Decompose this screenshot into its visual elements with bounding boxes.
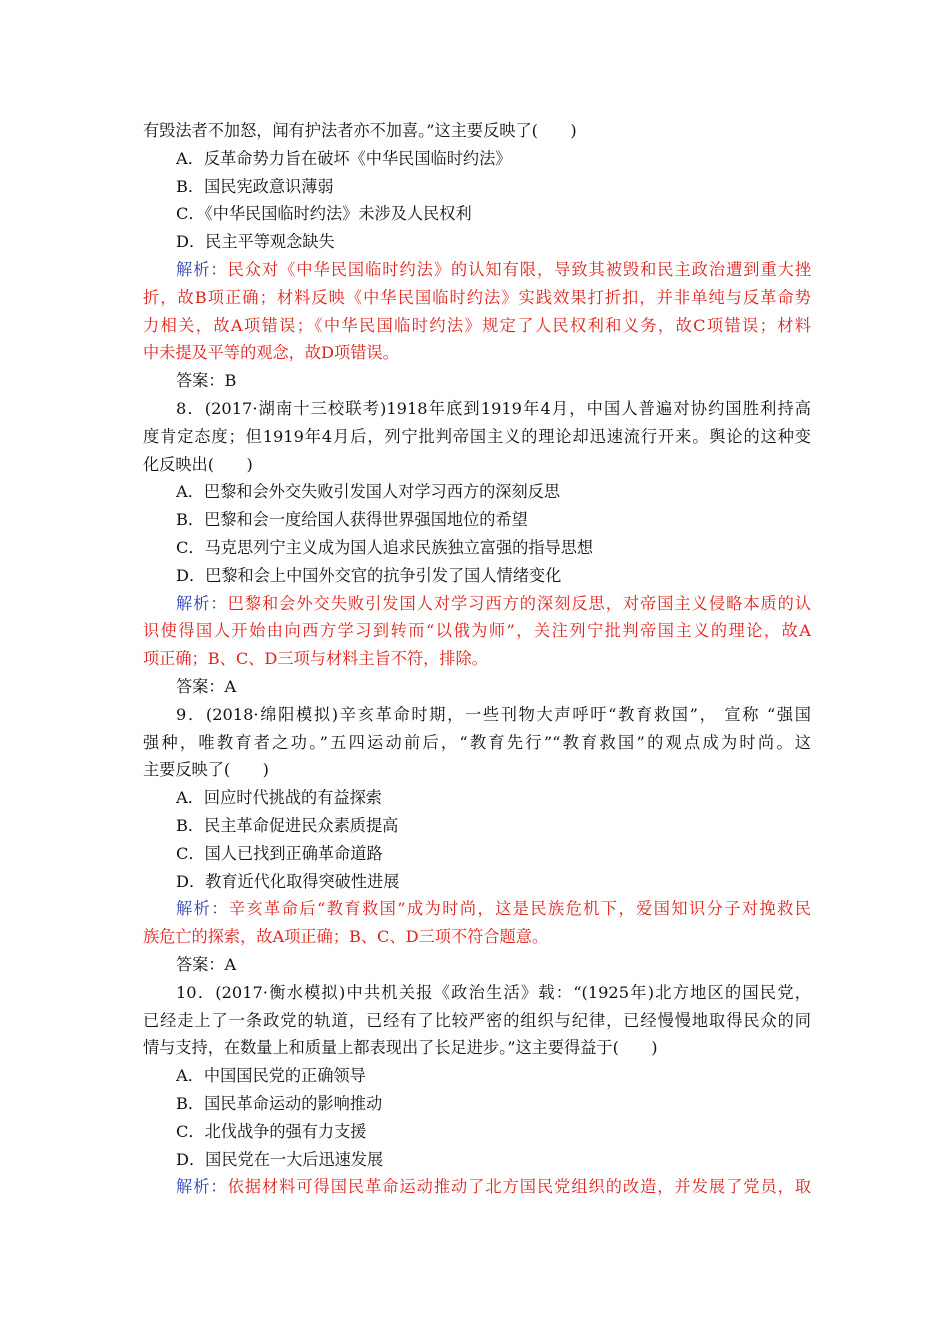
analysis-line bbox=[143, 927, 811, 947]
option-line bbox=[176, 566, 811, 586]
answer-line bbox=[176, 677, 811, 697]
option-line bbox=[176, 204, 811, 224]
option-text: A．反革命势力旨在破坏《中华民国临时约法》 bbox=[176, 148, 512, 168]
option-text: D．巴黎和会上中国外交官的抗争引发了国人情绪变化 bbox=[176, 565, 562, 585]
analysis-label: 解析： bbox=[176, 593, 228, 613]
option-line bbox=[176, 1094, 811, 1114]
question-text: 10．(2017·衡水模拟)中共机关报《政治生活》载：“(1925年)北方地区的国民党， bbox=[176, 982, 811, 1002]
option-line bbox=[176, 510, 811, 530]
option-text: B．国民宪政意识薄弱 bbox=[176, 176, 334, 196]
answer-text: 答案：A bbox=[176, 955, 237, 974]
option-line bbox=[176, 872, 811, 892]
option-line bbox=[176, 816, 811, 836]
option-text: C．《中华民国临时约法》未涉及人民权利 bbox=[176, 204, 472, 224]
text-line bbox=[143, 121, 811, 141]
option-line bbox=[176, 538, 811, 558]
analysis-line bbox=[176, 260, 811, 280]
question-text: 情与支持，在数量上和质量上都表现出了长足进步。”这主要得益于( ) bbox=[143, 1038, 658, 1058]
analysis-text: 巴黎和会外交失败引发国人对学习西方的深刻反思，对帝国主义侵略本质的认 bbox=[227, 593, 811, 613]
analysis-line bbox=[176, 1177, 811, 1197]
option-text: D．教育近代化取得突破性进展 bbox=[176, 871, 400, 891]
analysis-text: 项正确；B、C、D三项与材料主旨不符，排除。 bbox=[143, 649, 488, 669]
question-line bbox=[143, 1011, 811, 1031]
option-text: A．中国国民党的正确领导 bbox=[176, 1066, 366, 1086]
option-text: B．巴黎和会一度给国人获得世界强国地位的希望 bbox=[176, 510, 528, 530]
option-line bbox=[176, 844, 811, 864]
question-line bbox=[143, 427, 811, 447]
analysis-label: 解析： bbox=[176, 899, 229, 919]
option-text: C．马克思列宁主义成为国人追求民族独立富强的指导思想 bbox=[176, 538, 594, 557]
question-text: 化反映出( ) bbox=[143, 454, 253, 474]
analysis-label: 解析： bbox=[176, 1177, 228, 1197]
question-text: 度肯定态度；但1919年4月后，列宁批判帝国主义的理论却迅速流行开来。舆论的这种变 bbox=[143, 426, 811, 446]
option-line bbox=[176, 1122, 811, 1142]
option-text: D．国民党在一大后迅速发展 bbox=[176, 1149, 384, 1169]
option-text: C．北伐战争的强有力支援 bbox=[176, 1121, 367, 1141]
question-text: 已经走上了一条政党的轨道，已经有了比较严密的组织与纪律，已经慢慢地取得民众的同 bbox=[143, 1010, 811, 1030]
question-line bbox=[176, 983, 811, 1003]
analysis-text: 折，故B项正确；材料反映《中华民国临时约法》实践效果打折扣，并非单纯与反革命势 bbox=[143, 287, 811, 307]
analysis-label: 解析： bbox=[176, 260, 228, 279]
analysis-text: 依据材料可得国民革命运动推动了北方国民党组织的改造，并发展了党员，取 bbox=[227, 1177, 811, 1197]
analysis-line bbox=[176, 899, 811, 919]
answer-text: 答案：A bbox=[176, 677, 237, 696]
question-line bbox=[176, 705, 811, 725]
question-line bbox=[143, 733, 811, 753]
question-line bbox=[143, 760, 811, 780]
question-text: 8．(2017·湖南十三校联考)1918年底到1919年4月，中国人普遍对协约国胜利持高 bbox=[176, 399, 811, 418]
option-line bbox=[176, 788, 811, 808]
option-text: A．巴黎和会外交失败引发国人对学习西方的深刻反思 bbox=[176, 482, 561, 502]
text-content: 有毁法者不加怒，闻有护法者亦不加喜。”这主要反映了( ) bbox=[143, 121, 577, 140]
option-text: D．民主平等观念缺失 bbox=[176, 232, 335, 252]
option-text: B．民主革命促进民众素质提高 bbox=[176, 816, 399, 835]
question-text: 强种，唯教育者之功。”五四运动前后，“教育先行”“教育救国”的观点成为时尚。这 bbox=[143, 732, 811, 752]
analysis-line bbox=[143, 288, 811, 308]
analysis-text: 中未提及平等的观念，故D项错误。 bbox=[143, 343, 399, 363]
answer-line bbox=[176, 371, 811, 391]
option-line bbox=[176, 149, 811, 169]
question-line bbox=[176, 399, 811, 419]
option-text: B．国民革命运动的影响推动 bbox=[176, 1094, 383, 1113]
analysis-line bbox=[143, 649, 811, 669]
question-line bbox=[143, 1038, 811, 1058]
analysis-text: 辛亥革命后“教育救国”成为时尚，这是民族危机下，爱国知识分子对挽救民 bbox=[228, 899, 811, 919]
question-text: 9．(2018·绵阳模拟)辛亥革命时期，一些刊物大声呼吁“教育救国”， 宣称 “强国 bbox=[176, 704, 811, 724]
option-line bbox=[176, 1066, 811, 1086]
analysis-text: 民众对《中华民国临时约法》的认知有限，导致其被毁和民主政治遭到重大挫 bbox=[227, 260, 811, 279]
question-text: 主要反映了( ) bbox=[143, 760, 269, 780]
option-text: A．回应时代挑战的有益探索 bbox=[176, 788, 382, 808]
analysis-line bbox=[143, 343, 811, 363]
analysis-text: 力相关，故A项错误；《中华民国临时约法》规定了人民权利和义务，故C项错误；材料 bbox=[143, 315, 811, 335]
question-line bbox=[143, 455, 811, 475]
analysis-line bbox=[176, 594, 811, 614]
analysis-line bbox=[143, 621, 811, 641]
option-text: C．国人已找到正确革命道路 bbox=[176, 843, 383, 863]
analysis-text: 识使得国人开始由向西方学习到转而“以俄为师”，关注列宁批判帝国主义的理论，故A bbox=[143, 621, 811, 641]
option-line bbox=[176, 177, 811, 197]
answer-line bbox=[176, 955, 811, 975]
analysis-text: 族危亡的探索，故A项正确；B、C、D三项不符合题意。 bbox=[143, 927, 549, 947]
option-line bbox=[176, 482, 811, 502]
answer-text: 答案：B bbox=[176, 371, 237, 391]
analysis-line bbox=[143, 316, 811, 336]
option-line bbox=[176, 232, 811, 252]
option-line bbox=[176, 1150, 811, 1170]
